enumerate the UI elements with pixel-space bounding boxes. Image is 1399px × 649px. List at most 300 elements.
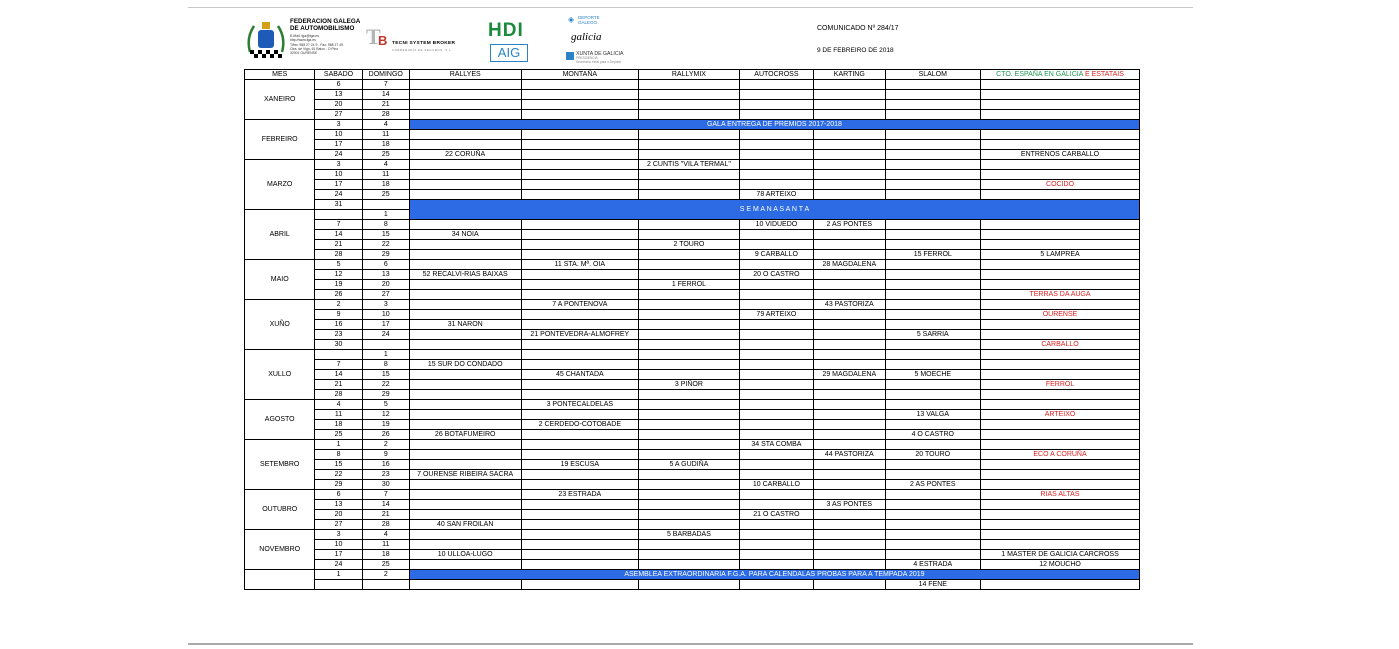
event-cell-slalom xyxy=(885,500,981,510)
event-cell-karting xyxy=(814,560,885,570)
event-cell-rallyes xyxy=(409,260,521,270)
event-cell-rallymix xyxy=(639,370,740,380)
event-cell-karting xyxy=(814,130,885,140)
event-cell-karting xyxy=(814,90,885,100)
event-cell-karting xyxy=(814,180,885,190)
sunday-cell: 14 xyxy=(362,90,409,100)
table-row xyxy=(245,180,1140,190)
event-cell-rallymix xyxy=(639,410,740,420)
event-cell-montana xyxy=(521,550,639,560)
header-row xyxy=(245,70,1140,80)
event-cell-rallymix xyxy=(639,90,740,100)
event-cell-montana xyxy=(521,250,639,260)
saturday-cell: 28 xyxy=(315,390,362,400)
saturday-cell: 1 xyxy=(315,440,362,450)
sunday-cell: 18 xyxy=(362,550,409,560)
event-cell-rallymix: 2 CUNTIS "VILA TERMAL" xyxy=(639,160,740,170)
event-cell-slalom xyxy=(885,180,981,190)
event-cell-cto xyxy=(981,130,1140,140)
sunday-cell: 26 xyxy=(362,430,409,440)
event-cell-rallymix: 5 A GUDIÑA xyxy=(639,460,740,470)
event-cell-montana: 3 PONTECALDELAS xyxy=(521,400,639,410)
event-cell-rallyes xyxy=(409,310,521,320)
event-cell-montana xyxy=(521,190,639,200)
event-cell-autocross xyxy=(739,530,813,540)
event-cell-rallyes xyxy=(409,330,521,340)
event-cell-rallyes: 31 NARON xyxy=(409,320,521,330)
month-cell: ABRIL xyxy=(245,210,315,260)
sunday-cell: 18 xyxy=(362,140,409,150)
event-cell-cto: 12 MOUCHO xyxy=(981,560,1140,570)
event-cell-autocross xyxy=(739,380,813,390)
event-cell-cto xyxy=(981,400,1140,410)
event-cell-rallymix xyxy=(639,140,740,150)
event-cell-rallymix xyxy=(639,510,740,520)
sunday-cell: 8 xyxy=(362,360,409,370)
event-cell-rallymix xyxy=(639,580,740,590)
table-row xyxy=(245,560,1140,570)
event-cell-montana xyxy=(521,290,639,300)
event-cell-montana: 7 A PONTENOVA xyxy=(521,300,639,310)
event-cell-slalom: 20 TOURO xyxy=(885,450,981,460)
table-row xyxy=(245,420,1140,430)
table-row xyxy=(245,580,1140,590)
event-cell-rallyes xyxy=(409,250,521,260)
sunday-cell: 1 xyxy=(362,350,409,360)
saturday-cell: 8 xyxy=(315,450,362,460)
month-cell: XUÑO xyxy=(245,300,315,350)
event-cell-rallyes xyxy=(409,540,521,550)
table-row xyxy=(245,100,1140,110)
event-cell-cto xyxy=(981,480,1140,490)
event-cell-autocross xyxy=(739,500,813,510)
table-row xyxy=(245,340,1140,350)
saturday-cell xyxy=(315,580,362,590)
event-cell-karting xyxy=(814,250,885,260)
event-cell-rallyes xyxy=(409,140,521,150)
sunday-cell: 15 xyxy=(362,230,409,240)
event-cell-autocross xyxy=(739,580,813,590)
event-cell-slalom xyxy=(885,390,981,400)
event-cell-rallymix xyxy=(639,430,740,440)
event-cell-karting xyxy=(814,330,885,340)
event-cell-rallymix xyxy=(639,440,740,450)
event-cell-cto: ARTEIXO xyxy=(981,410,1140,420)
table-row xyxy=(245,450,1140,460)
event-cell-karting xyxy=(814,290,885,300)
tsb-name: TECNI SYSTEM BROKER xyxy=(392,41,456,46)
table-row xyxy=(245,400,1140,410)
event-cell-cto xyxy=(981,80,1140,90)
column-header: RALLYES xyxy=(409,70,521,80)
event-cell-montana: 2 CERDEDO-COTOBADE xyxy=(521,420,639,430)
federation-name: FEDERACION GALEGA DE AUTOMOBILISMO xyxy=(290,18,361,32)
event-cell-slalom xyxy=(885,90,981,100)
sunday-cell: 21 xyxy=(362,510,409,520)
event-cell-autocross xyxy=(739,520,813,530)
month-cell: NOVEMBRO xyxy=(245,530,315,570)
event-cell-rallyes xyxy=(409,390,521,400)
event-cell-cto xyxy=(981,300,1140,310)
sunday-cell: 5 xyxy=(362,400,409,410)
sunday-cell: 2 xyxy=(362,440,409,450)
event-cell-slalom xyxy=(885,380,981,390)
event-cell-slalom: 2 AS PONTES xyxy=(885,480,981,490)
sunday-cell xyxy=(362,200,409,210)
event-cell-autocross xyxy=(739,410,813,420)
event-cell-montana: 11 STA. Mª. OIA xyxy=(521,260,639,270)
sunday-cell: 9 xyxy=(362,450,409,460)
table-row xyxy=(245,570,1140,580)
event-cell-autocross xyxy=(739,430,813,440)
column-header-cto xyxy=(981,70,1140,80)
event-cell-montana xyxy=(521,130,639,140)
event-cell-rallyes xyxy=(409,400,521,410)
event-cell-cto xyxy=(981,220,1140,230)
event-cell-rallymix xyxy=(639,340,740,350)
sunday-cell: 25 xyxy=(362,560,409,570)
event-cell-karting xyxy=(814,430,885,440)
event-cell-rallymix xyxy=(639,550,740,560)
event-cell-rallymix xyxy=(639,220,740,230)
event-cell-cto xyxy=(981,420,1140,430)
event-cell-rallyes xyxy=(409,100,521,110)
saturday-cell: 11 xyxy=(315,410,362,420)
event-cell-rallyes xyxy=(409,380,521,390)
event-cell-autocross xyxy=(739,450,813,460)
table-row xyxy=(245,230,1140,240)
saturday-cell: 12 xyxy=(315,270,362,280)
table-row xyxy=(245,460,1140,470)
event-cell-slalom xyxy=(885,360,981,370)
event-cell-rallyes xyxy=(409,420,521,430)
event-cell-autocross xyxy=(739,470,813,480)
event-cell-montana xyxy=(521,360,639,370)
event-cell-rallyes xyxy=(409,190,521,200)
table-row xyxy=(245,300,1140,310)
event-cell-autocross: 78 ARTEIXO xyxy=(739,190,813,200)
table-row xyxy=(245,290,1140,300)
saturday-cell: 3 xyxy=(315,120,362,130)
event-cell-karting xyxy=(814,420,885,430)
sunday-cell: 30 xyxy=(362,480,409,490)
table-row xyxy=(245,220,1140,230)
table-row xyxy=(245,170,1140,180)
event-cell-cto: 5 LAMPREA xyxy=(981,250,1140,260)
event-cell-cto xyxy=(981,510,1140,520)
saturday-cell: 13 xyxy=(315,90,362,100)
sunday-cell: 2 xyxy=(362,570,409,580)
event-cell-karting: 3 AS PONTES xyxy=(814,500,885,510)
table-row xyxy=(245,310,1140,320)
event-cell-montana xyxy=(521,140,639,150)
event-cell-rallyes xyxy=(409,290,521,300)
event-cell-rallymix xyxy=(639,80,740,90)
event-cell-rallymix xyxy=(639,350,740,360)
saturday-cell: 2 xyxy=(315,300,362,310)
saturday-cell: 16 xyxy=(315,320,362,330)
saturday-cell: 30 xyxy=(315,340,362,350)
event-cell-slalom xyxy=(885,350,981,360)
month-cell: SETEMBRO xyxy=(245,440,315,490)
event-cell-autocross xyxy=(739,370,813,380)
event-cell-montana xyxy=(521,390,639,400)
comunicado-date: 9 DE FEBREIRO DE 2018 xyxy=(817,47,894,54)
event-cell-cto xyxy=(981,470,1140,480)
event-cell-cto xyxy=(981,360,1140,370)
event-cell-rallyes xyxy=(409,180,521,190)
event-cell-cto xyxy=(981,110,1140,120)
event-cell-rallymix xyxy=(639,390,740,400)
event-cell-rallyes xyxy=(409,220,521,230)
xunta-icon xyxy=(566,52,574,60)
event-cell-autocross: 10 CARBALLO xyxy=(739,480,813,490)
event-cell-cto xyxy=(981,170,1140,180)
event-cell-montana: 21 PONTEVEDRA-ALMOFREY xyxy=(521,330,639,340)
sunday-cell: 28 xyxy=(362,520,409,530)
event-cell-montana xyxy=(521,530,639,540)
event-cell-rallyes xyxy=(409,350,521,360)
event-cell-montana xyxy=(521,440,639,450)
month-cell: AGOSTO xyxy=(245,400,315,440)
event-cell-rallyes xyxy=(409,300,521,310)
saturday-cell: 17 xyxy=(315,180,362,190)
saturday-cell: 14 xyxy=(315,230,362,240)
saturday-cell: 3 xyxy=(315,530,362,540)
sunday-cell: 29 xyxy=(362,250,409,260)
event-cell-rallymix xyxy=(639,500,740,510)
saturday-cell: 18 xyxy=(315,420,362,430)
event-cell-karting xyxy=(814,480,885,490)
event-cell-montana: 23 ESTRADA xyxy=(521,490,639,500)
event-cell-rallymix xyxy=(639,270,740,280)
sunday-cell: 10 xyxy=(362,310,409,320)
event-cell-rallymix xyxy=(639,130,740,140)
event-band: S E M A N A S A N T A xyxy=(409,200,1139,220)
event-cell-rallyes xyxy=(409,450,521,460)
event-cell-cto xyxy=(981,190,1140,200)
event-cell-rallymix: 2 TOURO xyxy=(639,240,740,250)
event-cell-montana xyxy=(521,480,639,490)
event-cell-autocross xyxy=(739,240,813,250)
event-cell-rallymix xyxy=(639,150,740,160)
month-cell: XULLO xyxy=(245,350,315,400)
saturday-cell: 3 xyxy=(315,160,362,170)
saturday-cell: 21 xyxy=(315,240,362,250)
event-cell-slalom xyxy=(885,220,981,230)
saturday-cell: 6 xyxy=(315,490,362,500)
saturday-cell: 27 xyxy=(315,520,362,530)
event-cell-rallyes xyxy=(409,510,521,520)
table-row xyxy=(245,80,1140,90)
event-cell-autocross xyxy=(739,300,813,310)
table-row xyxy=(245,160,1140,170)
event-cell-montana xyxy=(521,110,639,120)
event-cell-karting xyxy=(814,410,885,420)
column-header: RALLYMIX xyxy=(639,70,740,80)
sunday-cell: 13 xyxy=(362,270,409,280)
event-cell-cto xyxy=(981,520,1140,530)
event-cell-rallymix xyxy=(639,250,740,260)
saturday-cell: 20 xyxy=(315,100,362,110)
event-cell-montana xyxy=(521,170,639,180)
event-cell-karting xyxy=(814,320,885,330)
sunday-cell: 25 xyxy=(362,150,409,160)
event-cell-rallymix xyxy=(639,450,740,460)
event-cell-slalom xyxy=(885,550,981,560)
event-cell-rallyes xyxy=(409,440,521,450)
event-cell-rallymix xyxy=(639,490,740,500)
saturday-cell: 7 xyxy=(315,360,362,370)
event-cell-rallyes xyxy=(409,460,521,470)
sunday-cell: 15 xyxy=(362,370,409,380)
event-cell-slalom xyxy=(885,170,981,180)
event-cell-montana xyxy=(521,270,639,280)
event-cell-cto xyxy=(981,440,1140,450)
event-cell-rallyes xyxy=(409,560,521,570)
saturday-cell: 10 xyxy=(315,540,362,550)
event-cell-cto xyxy=(981,370,1140,380)
event-cell-autocross xyxy=(739,290,813,300)
federation-logo xyxy=(244,16,361,68)
event-cell-rallyes xyxy=(409,530,521,540)
xunta-name: XUNTA DE GALICIA xyxy=(576,51,624,57)
top-divider xyxy=(188,7,1193,8)
calendar-body xyxy=(245,80,1140,590)
event-cell-rallymix xyxy=(639,520,740,530)
event-cell-karting xyxy=(814,360,885,370)
event-cell-montana xyxy=(521,540,639,550)
table-row xyxy=(245,200,1140,210)
event-cell-rallyes xyxy=(409,80,521,90)
presidencia: PRESIDENCIA Secretaría Xeral para o Deporte xyxy=(576,56,622,64)
event-cell-autocross xyxy=(739,400,813,410)
sunday-cell: 12 xyxy=(362,410,409,420)
sunday-cell: 29 xyxy=(362,390,409,400)
table-row xyxy=(245,550,1140,560)
saturday-cell: 9 xyxy=(315,310,362,320)
event-cell-slalom xyxy=(885,110,981,120)
saturday-cell: 17 xyxy=(315,550,362,560)
event-cell-karting xyxy=(814,390,885,400)
event-cell-autocross xyxy=(739,560,813,570)
event-cell-rallyes xyxy=(409,170,521,180)
event-cell-slalom xyxy=(885,490,981,500)
table-row xyxy=(245,150,1140,160)
event-cell-karting: 29 MAGDALENA xyxy=(814,370,885,380)
table-row xyxy=(245,120,1140,130)
event-cell-cto xyxy=(981,350,1140,360)
event-cell-montana xyxy=(521,580,639,590)
event-cell-autocross xyxy=(739,160,813,170)
event-cell-montana xyxy=(521,150,639,160)
event-cell-cto: RIAS ALTAS xyxy=(981,490,1140,500)
event-cell-cto xyxy=(981,100,1140,110)
event-band: ASEMBLEA EXTRAORDINARIA F.G.A. PARA CALENDALAS PROBAS PARA A TEMPADA 2019 xyxy=(409,570,1139,580)
bottom-divider xyxy=(188,643,1193,645)
event-cell-rallymix xyxy=(639,420,740,430)
event-cell-karting xyxy=(814,150,885,160)
event-cell-autocross xyxy=(739,340,813,350)
event-cell-karting xyxy=(814,350,885,360)
saturday-cell: 7 xyxy=(315,220,362,230)
saturday-cell: 22 xyxy=(315,470,362,480)
federation-contact: E-Mail: fga@fga.es http://www.fga.es Tlfno: 988 27 24 9 - Fax: 988 27 49 Ctra. de Vigo, 61 Baixo - O Pino 32001 OURENSE xyxy=(290,34,343,56)
event-cell-montana xyxy=(521,430,639,440)
event-cell-rallyes: 22 CORUÑA xyxy=(409,150,521,160)
table-row xyxy=(245,130,1140,140)
saturday-cell: 20 xyxy=(315,510,362,520)
saturday-cell: 15 xyxy=(315,460,362,470)
event-cell-karting: 28 MAGDALENA xyxy=(814,260,885,270)
table-row xyxy=(245,330,1140,340)
event-cell-karting xyxy=(814,470,885,480)
event-cell-slalom xyxy=(885,160,981,170)
saturday-cell: 31 xyxy=(315,200,362,210)
event-cell-cto xyxy=(981,330,1140,340)
event-cell-autocross xyxy=(739,540,813,550)
event-cell-rallyes: 40 SAN FROILAN xyxy=(409,520,521,530)
event-cell-slalom xyxy=(885,400,981,410)
event-cell-autocross xyxy=(739,550,813,560)
event-cell-karting xyxy=(814,520,885,530)
event-cell-rallyes xyxy=(409,110,521,120)
event-cell-slalom xyxy=(885,320,981,330)
deporte-galego: DEPORTE GALEGO xyxy=(578,15,600,25)
event-cell-karting xyxy=(814,240,885,250)
event-cell-karting: 43 PASTORIZA xyxy=(814,300,885,310)
event-cell-slalom: 5 MOECHE xyxy=(885,370,981,380)
event-cell-karting xyxy=(814,270,885,280)
event-cell-cto xyxy=(981,280,1140,290)
sunday-cell: 23 xyxy=(362,470,409,480)
event-cell-rallyes xyxy=(409,500,521,510)
column-header: SABADO xyxy=(315,70,362,80)
saturday-cell: 24 xyxy=(315,560,362,570)
table-row xyxy=(245,270,1140,280)
column-header: KARTING xyxy=(814,70,885,80)
saturday-cell: 25 xyxy=(315,430,362,440)
event-cell-rallyes xyxy=(409,160,521,170)
event-cell-montana xyxy=(521,160,639,170)
sunday-cell xyxy=(362,580,409,590)
sunday-cell: 6 xyxy=(362,260,409,270)
saturday-cell: 17 xyxy=(315,140,362,150)
saturday-cell: 19 xyxy=(315,280,362,290)
table-row xyxy=(245,470,1140,480)
event-cell-autocross xyxy=(739,180,813,190)
event-cell-cto xyxy=(981,160,1140,170)
event-cell-slalom xyxy=(885,100,981,110)
event-cell-karting xyxy=(814,340,885,350)
saturday-cell: 21 xyxy=(315,380,362,390)
galicia-logo xyxy=(566,14,646,68)
comunicado-number: COMUNICADO Nº 284/17 xyxy=(817,25,899,32)
month-cell: XANEIRO xyxy=(245,80,315,120)
event-cell-montana xyxy=(521,340,639,350)
event-cell-cto: OURENSE xyxy=(981,310,1140,320)
table-row xyxy=(245,440,1140,450)
event-cell-montana xyxy=(521,220,639,230)
event-cell-karting xyxy=(814,530,885,540)
table-row xyxy=(245,240,1140,250)
table-row xyxy=(245,380,1140,390)
table-row xyxy=(245,410,1140,420)
table-row xyxy=(245,390,1140,400)
event-cell-karting xyxy=(814,190,885,200)
sunday-cell: 4 xyxy=(362,160,409,170)
event-cell-karting xyxy=(814,580,885,590)
